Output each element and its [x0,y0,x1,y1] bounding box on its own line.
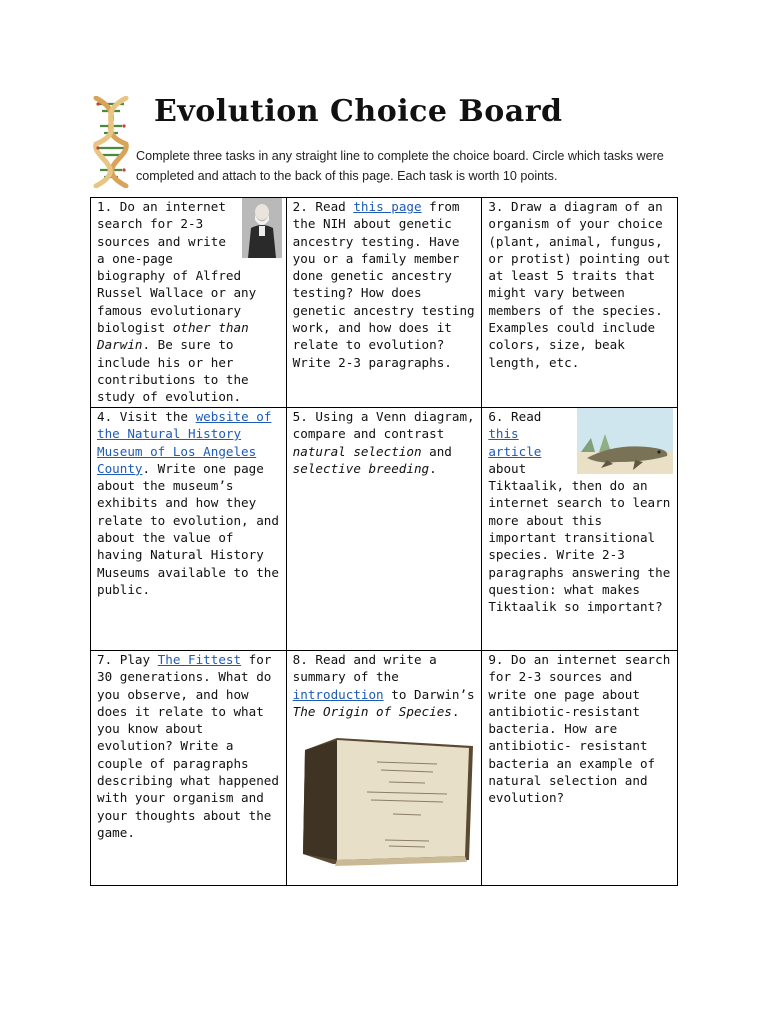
task-cell-5 [286,408,482,651]
nih-page-link[interactable]: this page [353,199,422,214]
task-5-text-b: and [421,443,452,459]
task-3-text: 3. Draw a diagram of an organism of your choice (plant, animal, fungus, or protist) pointing out at least 5 traits that might vary between members of the species. Examples could include colors, size, beak length, etc. [488,199,671,370]
origin-of-species-book-image [297,732,477,870]
task-cell-4 [91,408,287,651]
wallace-portrait-image [242,198,282,258]
task-8-text-b: to Darwin’s [383,686,475,702]
task-1-emphasis: other than Darwin [97,320,249,353]
task-4-text-b: . Write one page about the museum’s exhibits and how they relate to evolution, and about the value of having Natural History Museums available to the public. [97,460,279,597]
task-6-text-a: 6. Read [488,409,542,424]
task-5-text-a: 5. Using a Venn diagram, compare and contrast [292,409,475,442]
dna-helix-icon [90,96,132,188]
choice-board-grid [90,197,678,886]
page-title: Evolution Choice Board [154,94,563,129]
task-1-text-b: . Be sure to include his or her contributions to the study of evolution. [97,337,249,405]
task-8-emphasis: The Origin of Species [292,703,452,719]
task-cell-7 [91,651,287,886]
museum-website-link[interactable]: website of the Natural History Museum of Los Angeles County [97,409,272,476]
task-7-text-b: for 30 generations. What do you observe, and how does it relate to what you know about evolution? Write a couple of paragraphs describing what happened with your organism and your thoughts about the game. [97,652,279,840]
task-2-text-b: from the NIH about genetic ancestry testing. Have you or a family member done genetic ancestry testing? How does genetic ancestry testing work, and how does it relate to evolution? Write 2-3 paragraphs. [292,199,475,370]
task-cell-2 [286,198,482,408]
task-cell-8 [286,651,482,886]
task-1-text-a: 1. Do an internet search for 2-3 sources and write a one-page biography of Alfred Russel Wallace or any famous evolutionary biologist [97,199,257,336]
task-9-text: 9. Do an internet search for 2-3 sources and write one page about antibiotic-resistant bacteria. How are antibiotic- resistant bacteria an example of natural selection and evolution? [488,652,671,806]
task-cell-1 [91,198,287,408]
task-6-text-b: about Tiktaalik, then do an internet search to learn more about this important transitional species. Write 2-3 paragraphs answering the question: what makes Tiktaalik so important? [488,460,671,615]
task-cell-3 [482,198,678,408]
tiktaalik-image [577,408,673,474]
task-4-text-a: 4. Visit the [97,409,196,424]
task-5-emphasis-2: selective breeding [292,460,430,476]
task-cell-6 [482,408,678,651]
task-8-text-a: 8. Read and write a summary of the [292,652,437,685]
the-fittest-link[interactable]: The Fittest [157,652,242,667]
task-7-text-a: 7. Play [97,652,158,667]
task-5-text-c: . [429,460,437,476]
task-cell-9 [482,651,678,886]
introduction-link[interactable]: introduction [292,686,384,702]
tiktaalik-article-link[interactable]: this article [488,426,542,459]
task-5-emphasis-1: natural selection [292,443,422,459]
instructions-text: Complete three tasks in any straight line to complete the choice board. Circle which tasks were completed and attach to the back of this page. Each task is worth 10 points. [136,149,664,183]
task-8-text-c: . [451,703,460,719]
task-2-text-a: 2. Read [292,199,354,214]
